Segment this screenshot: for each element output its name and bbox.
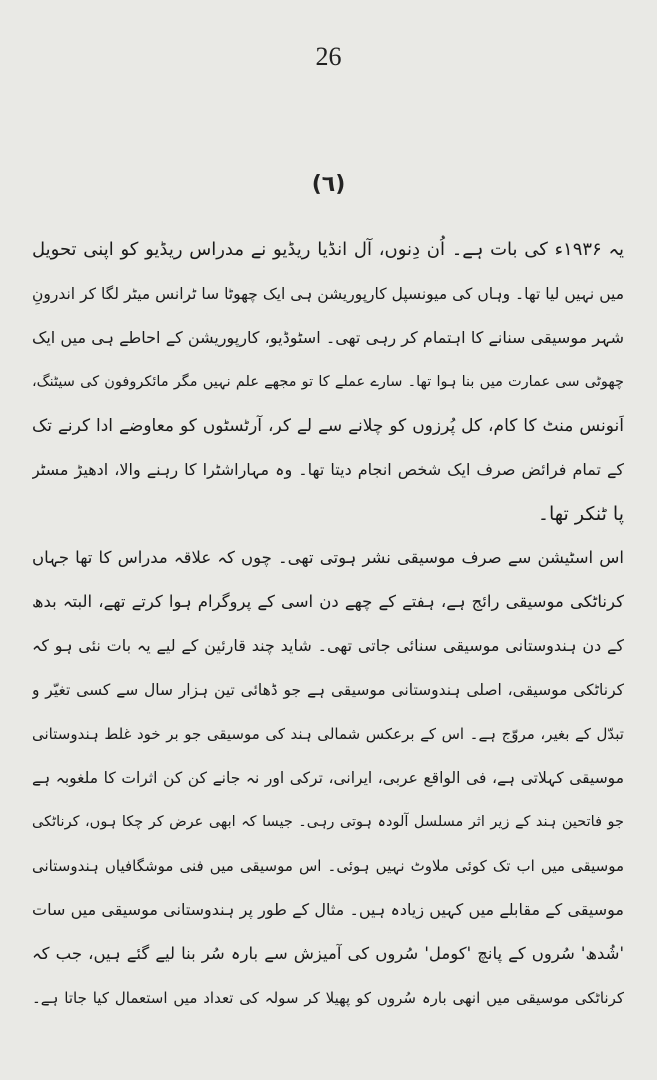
text-line: موسیقی کے مقابلے میں کہیں زیادہ ہیں۔ مثال کے طور پر ہندوستانی موسیقی میں سات [32, 900, 624, 919]
chapter-number: (٦) [311, 172, 346, 197]
text-line: تبدّل کے بغیر، مروّج ہے۔ اس کے برعکس شمالی ہند کی موسیقی جو بر خود غلط ہندوستانی [32, 725, 624, 743]
text-line: پا ٹنکر تھا۔ [537, 503, 624, 525]
text-line: موسیقی میں اب تک کوئی ملاوٹ نہیں ہوئی۔ اس موسیقی میں فنی موشگافیاں ہندوستانی [32, 857, 624, 875]
text-line: اس اسٹیشن سے صرف موسیقی نشر ہوتی تھی۔ چوں کہ علاقہ مدراس کا تھا جہاں [32, 548, 624, 567]
text-line: 'شُدھ' سُروں کے پانچ 'کومل' سُروں کی آمیزش سے بارہ سُر بنا لیے گئے ہیں، جب کہ [32, 944, 624, 963]
text-line: کرناٹکی موسیقی، اصلی ہندوستانی موسیقی ہے جو ڈھائی تین ہزار سال سے کسی تغیّر و [32, 681, 624, 699]
text-line: شہر موسیقی سنانے کا اہتمام کر رہی تھی۔ اسٹوڈیو، کارپوریشن کے احاطے ہی میں ایک [32, 328, 624, 347]
text-line: کرناٹکی موسیقی رائج ہے، ہفتے کے چھے دن اسی کے پروگرام ہوا کرتے تھے، البتہ بدھ [32, 592, 624, 611]
page-number: 26 [315, 42, 342, 71]
text-line: موسیقی کہلاتی ہے، فی الواقع عربی، ایرانی، ترکی اور نہ جانے کن کن اثرات کا ملغوبہ ہے [32, 769, 624, 787]
text-line: میں نہیں لیا تھا۔ وہاں کی میونسپل کارپوریشن ہی ایک چھوٹا سا ٹرانس میٹر لگا کر اندرونِ [32, 285, 624, 303]
body-text [32, 228, 624, 1020]
text-line: کے دن ہندوستانی موسیقی سنائی جاتی تھی۔ شاید چند قارئین کے لیے یہ بات نئی ہو کہ [32, 636, 624, 655]
text-line: یہ ۱۹۳۶ء کی بات ہے۔ اُن دِنوں، آل انڈیا ریڈیو نے مدراس ریڈیو کو اپنی تحویل [32, 239, 624, 260]
text-line: جو فاتحین ہند کے زیر اثر مسلسل آلودہ ہوتی رہی۔ جیسا کہ ابھی عرض کر چکا ہوں، کرناٹکی [32, 814, 624, 830]
text-line: کرناٹکی موسیقی میں انھی بارہ سُروں کو پھیلا کر سولہ کی تعداد میں استعمال کیا جاتا ہے۔ [32, 989, 624, 1007]
text-line: چھوٹی سی عمارت میں بنا ہوا تھا۔ سارے عملے کا تو مجھے علم نہیں مگر مائکروفون کی سیٹنگ، [32, 374, 624, 390]
text-line: اَنونس منٹ کا کام، کل پُرزوں کو چلانے سے لے کر، آرٹسٹوں کو معاوضے ادا کرنے تک [32, 416, 624, 436]
text-line: کے تمام فرائض صرف ایک شخص انجام دیتا تھا۔ وہ مہاراشٹرا کا رہنے والا، ادھیڑ مسٹر [32, 460, 624, 479]
